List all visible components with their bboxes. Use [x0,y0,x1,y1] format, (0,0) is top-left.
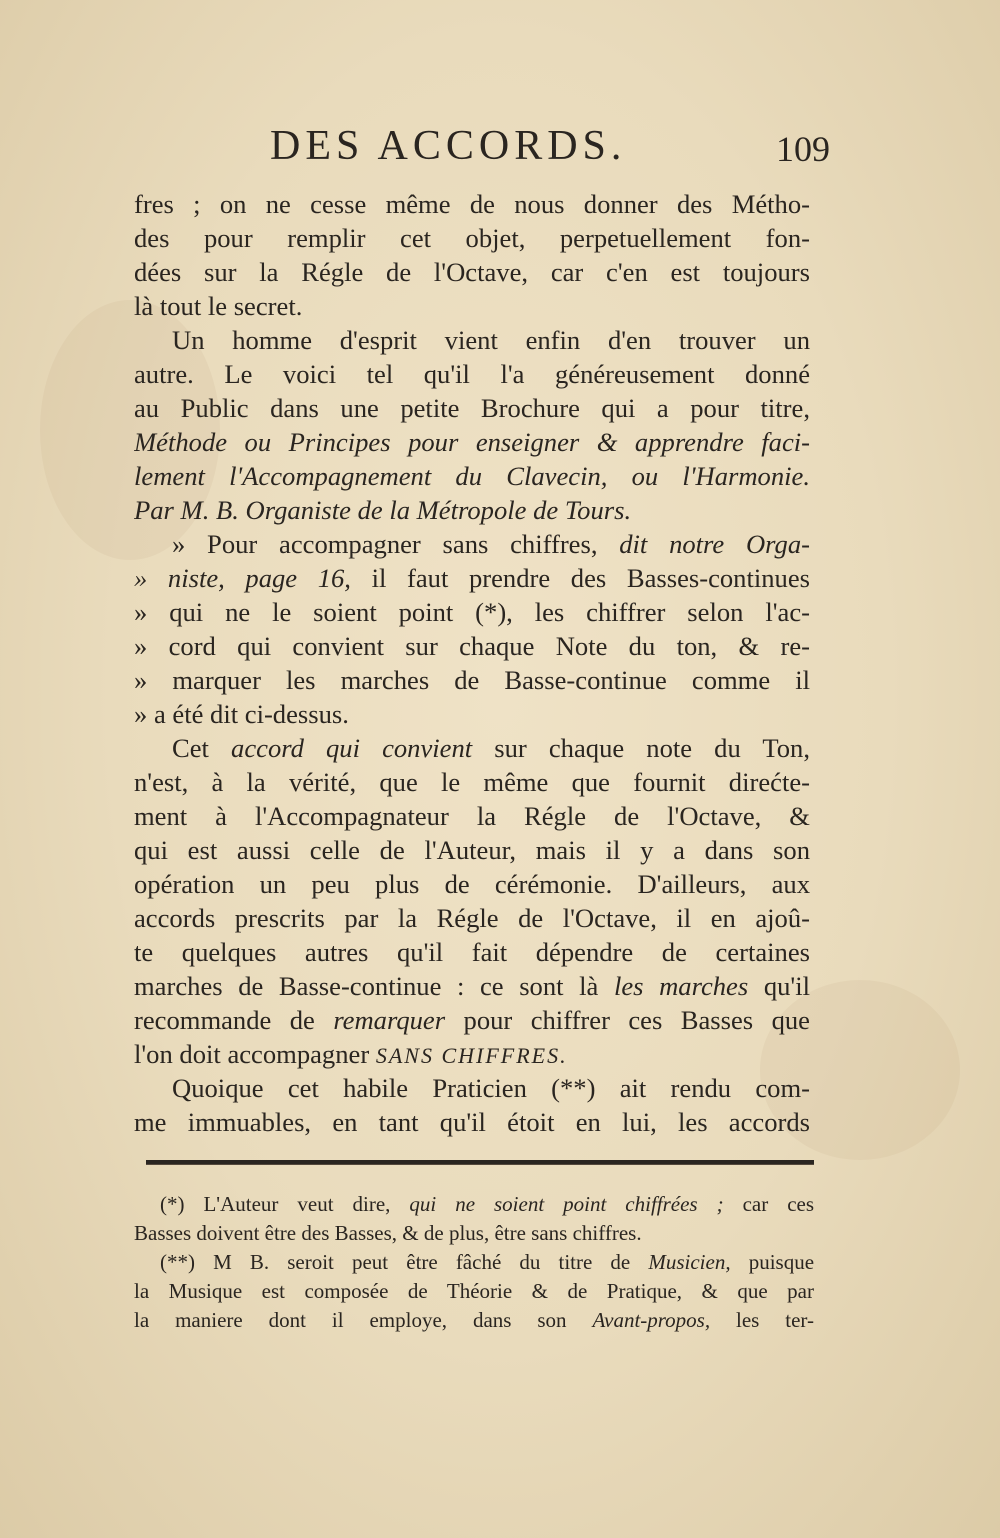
text-line: ment à l'Accompagnateur la Régle de l'Octave, & [134,801,810,831]
text-span: marches de Basse-continue : ce sont là [134,971,599,1001]
text-line [134,731,810,765]
text-line: n'est, à la vérité, que le même que fournit direćte- [134,767,810,797]
text-line: qui est aussi celle de l'Auteur, mais il y a dans son [134,835,810,865]
text-line [134,493,810,527]
text-line [134,425,810,459]
text-line: dées sur la Régle de l'Octave, car c'en est toujours [134,257,810,287]
italic-text: Musicien, [648,1250,731,1274]
text-line [134,459,810,493]
text-line: là tout le secret. [134,291,303,321]
italic-text: Par M. B. Organiste de la Métropole de Tours. [134,495,632,525]
text-span: » Pour accompagner sans chiffres, [172,529,598,559]
text-span: il faut prendre des Basses-continues [371,563,810,593]
text-span: recommande de [134,1005,315,1035]
text-span: (*) L'Auteur veut dire, [160,1192,391,1216]
footnote-line [134,1306,814,1335]
text-line: autre. Le voici tel qu'il l'a généreusement donné [134,359,810,389]
text-span: pour chiffrer ces Basses que [463,1005,810,1035]
italic-text: accord qui convient [231,733,473,763]
text-line: » marquer les marches de Basse-continue comme il [134,665,810,695]
text-line: Un homme d'esprit vient enfin d'en trouver un [172,325,810,355]
text-line: » qui ne le soient point (*), les chiffrer selon l'ac- [134,597,810,627]
italic-text: remarquer [333,1005,446,1035]
page-number: 109 [776,129,830,169]
text-span: sur chaque note du Ton, [494,733,810,763]
main-text [134,187,810,1139]
text-line: au Public dans une petite Brochure qui a pour titre, [134,393,810,423]
text-line [134,527,810,561]
page-header [270,122,830,172]
text-line [134,561,810,595]
text-span: qu'il [763,971,810,1001]
italic-text: qui ne soient point chiffrées ; [409,1192,724,1216]
text-line [134,1003,810,1037]
text-line: » a été dit ci-dessus. [134,699,349,729]
text-line: te quelques autres qu'il fait dépendre de certaines [134,937,810,967]
text-span: l'on doit accompagner [134,1039,370,1069]
text-span: puisque [748,1250,814,1274]
text-span: car ces [742,1192,814,1216]
italic-text: » niste, page 16, [134,563,351,593]
text-line [134,969,810,1003]
text-line: me immuables, en tant qu'il étoit en lui, les accords [134,1107,810,1137]
text-span: Cet [172,733,209,763]
text-line: opération un peu plus de cérémonie. D'ailleurs, aux [134,869,810,899]
text-line: » cord qui convient sur chaque Note du ton, & re- [134,631,810,661]
text-span: la maniere dont il employe, dans son [134,1308,567,1332]
footnote-line: Basses doivent être des Basses, & de plus, être sans chiffres. [134,1221,642,1245]
footnotes [134,1190,814,1335]
text-line [134,1037,810,1071]
running-head: DES ACCORDS. [270,123,627,169]
italic-text: Avant-propos, [592,1308,711,1332]
italic-text: lement l'Accompagnement du Clavecin, ou l'Harmonie. [134,461,810,491]
footnote-rule [146,1160,814,1165]
text-span: (**) M B. seroit peut être fâché du titre de [160,1250,631,1274]
text-line: des pour remplir cet objet, perpetuellement fon- [134,223,810,253]
italic-text: Méthode ou Principes pour enseigner & apprendre faci- [134,427,810,457]
italic-text: les marches [613,971,749,1001]
italic-text: dit notre Orga- [619,529,810,559]
text-line: accords prescrits par la Régle de l'Octave, il en ajoû- [134,903,810,933]
footnote-line [134,1248,814,1277]
small-caps-text: SANS CHIFFRES. [375,1043,568,1068]
footnote-line [134,1190,814,1219]
text-line: fres ; on ne cesse même de nous donner des Métho- [134,189,810,219]
text-span: les ter- [736,1308,814,1332]
footnote-line: la Musique est composée de Théorie & de Pratique, & que par [134,1279,814,1303]
text-line: Quoique cet habile Praticien (**) ait rendu com- [172,1073,810,1103]
